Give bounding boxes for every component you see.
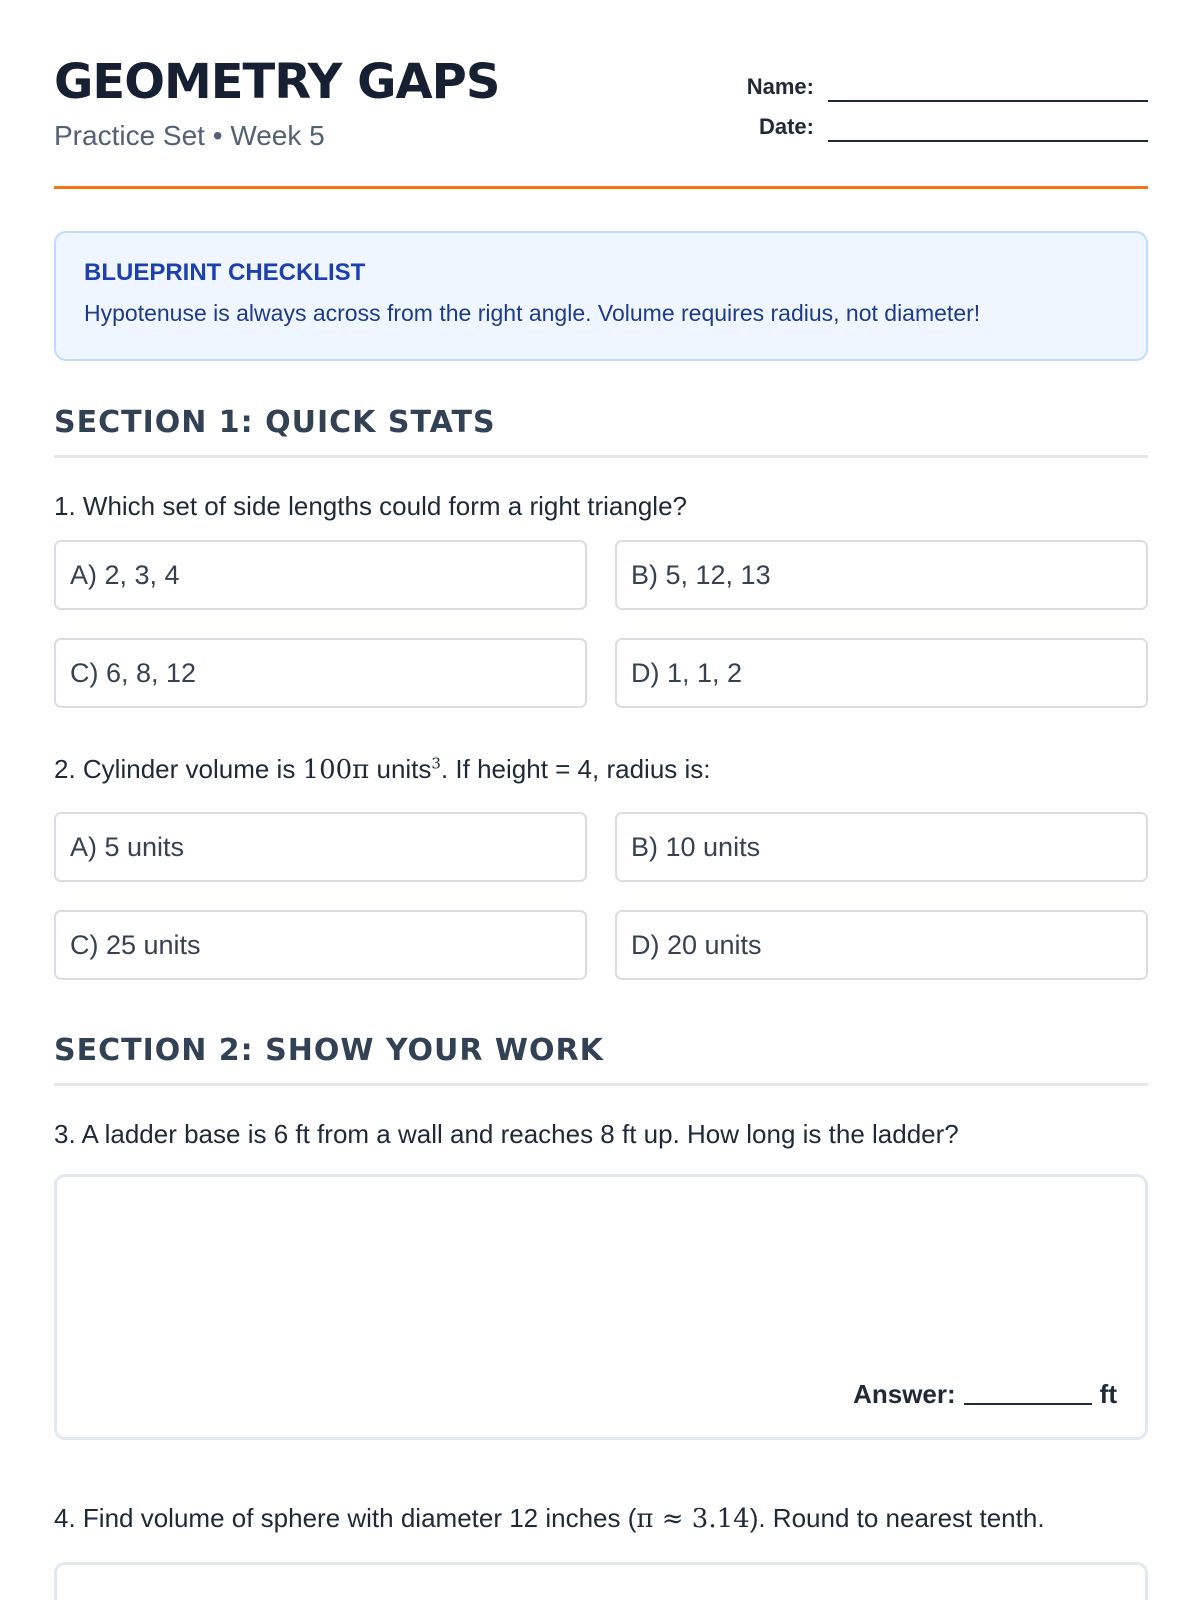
- question-2-option-c[interactable]: C) 25 units: [54, 910, 587, 980]
- question-2-prefix: 2. Cylinder volume is: [54, 754, 303, 784]
- answer-unit: ft: [1099, 1379, 1117, 1409]
- date-label: Date:: [758, 114, 814, 139]
- question-4-suffix: ). Round to nearest tenth.: [749, 1503, 1045, 1533]
- question-1-options: [54, 540, 1148, 708]
- question-4-work-area[interactable]: [54, 1562, 1148, 1600]
- question-2-prompt: [54, 752, 711, 787]
- question-2-volume-expression: 100π: [302, 755, 370, 785]
- question-2-exponent: 3: [431, 754, 441, 773]
- question-3-answer-line: [853, 1379, 1117, 1409]
- checklist-text: Hypotenuse is always across from the right angle. Volume requires radius, not diameter!: [84, 300, 981, 326]
- date-field-line[interactable]: [828, 114, 1148, 142]
- section-2-title: SECTION 2: SHOW YOUR WORK: [54, 1031, 1148, 1086]
- question-2-option-b[interactable]: B) 10 units: [615, 812, 1148, 882]
- name-field-line[interactable]: [828, 74, 1148, 102]
- question-3-prompt: 3. A ladder base is 6 ft from a wall and reaches 8 ft up. How long is the ladder?: [54, 1119, 959, 1149]
- blueprint-checklist: [54, 231, 1148, 361]
- question-1-option-c[interactable]: C) 6, 8, 12: [54, 638, 587, 708]
- question-2-option-d[interactable]: D) 20 units: [615, 910, 1148, 980]
- section-1-title: SECTION 1: QUICK STATS: [54, 403, 1148, 458]
- name-row: [730, 68, 1148, 102]
- question-1-option-b[interactable]: B) 5, 12, 13: [615, 540, 1148, 610]
- question-3-work-area[interactable]: [54, 1174, 1148, 1440]
- question-4-prompt: [54, 1501, 1045, 1536]
- name-label: Name:: [746, 74, 814, 99]
- page-title: GEOMETRY GAPS: [54, 54, 500, 110]
- page-subtitle: Practice Set • Week 5: [54, 120, 325, 151]
- question-1-option-d[interactable]: D) 1, 1, 2: [615, 638, 1148, 708]
- header-divider: [54, 186, 1148, 189]
- question-1-prompt: 1. Which set of side lengths could form a right triangle?: [54, 491, 687, 521]
- question-2-option-a[interactable]: A) 5 units: [54, 812, 587, 882]
- question-4-prefix: 4. Find volume of sphere with diameter 12 inches (: [54, 1503, 637, 1533]
- question-1-option-a[interactable]: A) 2, 3, 4: [54, 540, 587, 610]
- question-2-suffix: . If height = 4, radius is:: [440, 754, 711, 784]
- answer-blank[interactable]: [964, 1383, 1092, 1405]
- question-2-options: [54, 812, 1148, 980]
- question-2-units: units: [369, 754, 432, 784]
- date-row: [730, 108, 1148, 142]
- question-4-pi-approximation: π ≈ 3.14: [636, 1504, 750, 1534]
- answer-label: Answer:: [853, 1379, 956, 1409]
- checklist-title: BLUEPRINT CHECKLIST: [84, 259, 366, 286]
